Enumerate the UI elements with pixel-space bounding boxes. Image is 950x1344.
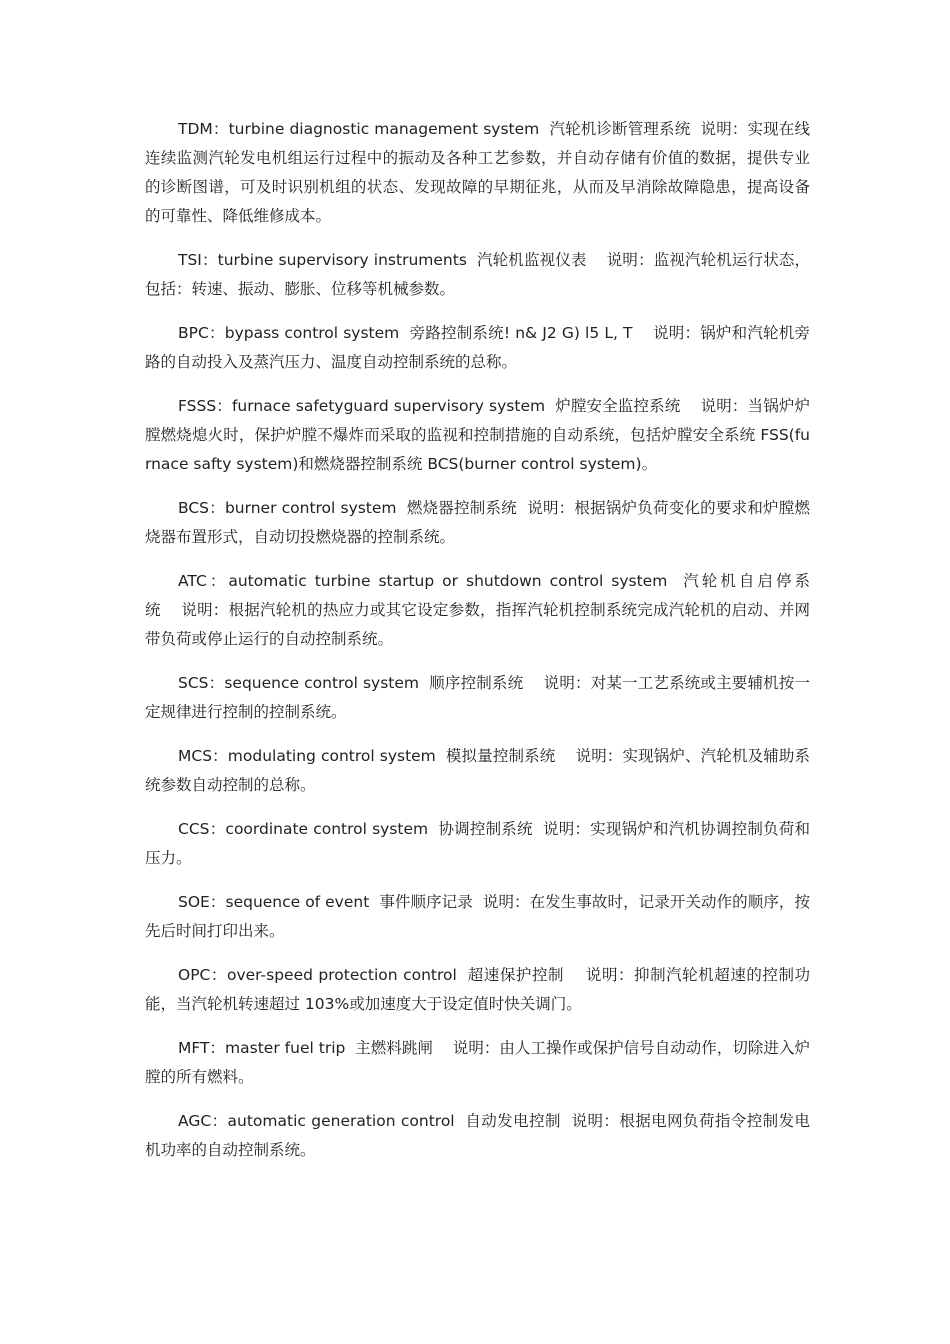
entry-term: AGC：automatic generation control — [178, 1112, 455, 1130]
entry-chinese-name: 事件顺序记录 — [379, 893, 473, 911]
glossary-entry-fsss — [145, 392, 810, 479]
glossary-entry-atc — [145, 567, 810, 654]
glossary-entry-tsi — [145, 246, 810, 304]
entry-description: 说明：监视汽轮机运行状态，包括：转速、振动、膨胀、位移等机械参数。 — [145, 251, 810, 298]
entry-term: OPC：over-speed protection control — [178, 966, 457, 984]
entry-term: SCS：sequence control system — [178, 674, 420, 692]
entry-description: 说明：当锅炉炉膛燃烧熄火时，保护炉膛不爆炸而采取的监视和控制措施的自动系统，包括炉膛安全系统 FSS(furnace safty system)和燃烧器控制系统 BCS(burner control system)。 — [145, 397, 810, 473]
glossary-entry-scs — [145, 669, 810, 727]
entry-term: CCS：coordinate control system — [178, 820, 429, 838]
entry-description: 说明：对某一工艺系统或主要辅机按一定规律进行控制的控制系统。 — [145, 674, 810, 721]
glossary-entry-mft — [145, 1034, 810, 1092]
entry-description: 说明：根据汽轮机的热应力或其它设定参数，指挥汽轮机控制系统完成汽轮机的启动、并网带负荷或停止运行的自动控制系统。 — [145, 601, 810, 648]
glossary-entry-soe — [145, 888, 810, 946]
entry-term: MCS：modulating control system — [178, 747, 436, 765]
glossary-entry-opc — [145, 961, 810, 1019]
entry-chinese-name: 超速保护控制 — [467, 966, 565, 984]
entry-description: 说明：在发生事故时，记录开关动作的顺序，按先后时间打印出来。 — [145, 893, 810, 940]
entry-chinese-name: 汽轮机诊断管理系统 — [549, 120, 691, 138]
entry-description: 说明：锅炉和汽轮机旁路的自动投入及蒸汽压力、温度自动控制系统的总称。 — [145, 324, 810, 371]
entry-term: TSI：turbine supervisory instruments — [178, 251, 467, 269]
entry-chinese-name: 汽轮机监视仪表 — [477, 251, 587, 269]
entry-description: 说明：根据电网负荷指令控制发电机功率的自动控制系统。 — [145, 1112, 810, 1159]
entry-term: ATC：automatic turbine startup or shutdown control system — [178, 572, 668, 590]
entry-description: 说明：实现在线连续监测汽轮发电机组运行过程中的振动及各种工艺参数，并自动存储有价值的数据，提供专业的诊断图谱，可及时识别机组的状态、发现故障的早期征兆，从而及早消除故障隐患，提高设备的可靠性、降低维修成本。 — [145, 120, 810, 225]
glossary-entry-agc — [145, 1107, 810, 1165]
entry-term: SOE：sequence of event — [178, 893, 370, 911]
glossary-entry-ccs — [145, 815, 810, 873]
entry-term: FSSS：furnace safetyguard supervisory system — [178, 397, 546, 415]
entry-description: 说明：实现锅炉、汽轮机及辅助系统参数自动控制的总称。 — [145, 747, 810, 794]
glossary-entry-bpc — [145, 319, 810, 377]
entry-chinese-name: 炉膛安全监控系统 — [555, 397, 681, 415]
glossary-entry-bcs — [145, 494, 810, 552]
entry-chinese-name: 旁路控制系统! n& J2 G) l5 L, T — [409, 324, 633, 342]
entry-term: MFT：master fuel trip — [178, 1039, 346, 1057]
glossary-entry-tdm — [145, 115, 810, 231]
glossary-entry-mcs — [145, 742, 810, 800]
entry-chinese-name: 模拟量控制系统 — [445, 747, 556, 765]
entry-description: 说明：根据锅炉负荷变化的要求和炉膛燃烧器布置形式，自动切投燃烧器的控制系统。 — [145, 499, 810, 546]
entry-term: BCS：burner control system — [178, 499, 397, 517]
entry-chinese-name: 顺序控制系统 — [429, 674, 524, 692]
entry-description: 说明：抑制汽轮机超速的控制功能，当汽轮机转速超过 103%或加速度大于设定值时快关调门。 — [145, 966, 810, 1013]
entry-term: TDM：turbine diagnostic management system — [178, 120, 540, 138]
entry-chinese-name: 燃烧器控制系统 — [406, 499, 517, 517]
entry-chinese-name: 自动发电控制 — [465, 1112, 561, 1130]
entry-chinese-name: 汽轮机自启停系统 — [145, 572, 810, 619]
entry-chinese-name: 协调控制系统 — [438, 820, 533, 838]
entry-chinese-name: 主燃料跳闸 — [355, 1039, 433, 1057]
glossary-body — [145, 115, 810, 1180]
entry-description: 说明：实现锅炉和汽机协调控制负荷和压力。 — [145, 820, 810, 867]
entry-term: BPC：bypass control system — [178, 324, 400, 342]
entry-description: 说明：由人工操作或保护信号自动动作，切除进入炉膛的所有燃料。 — [145, 1039, 810, 1086]
